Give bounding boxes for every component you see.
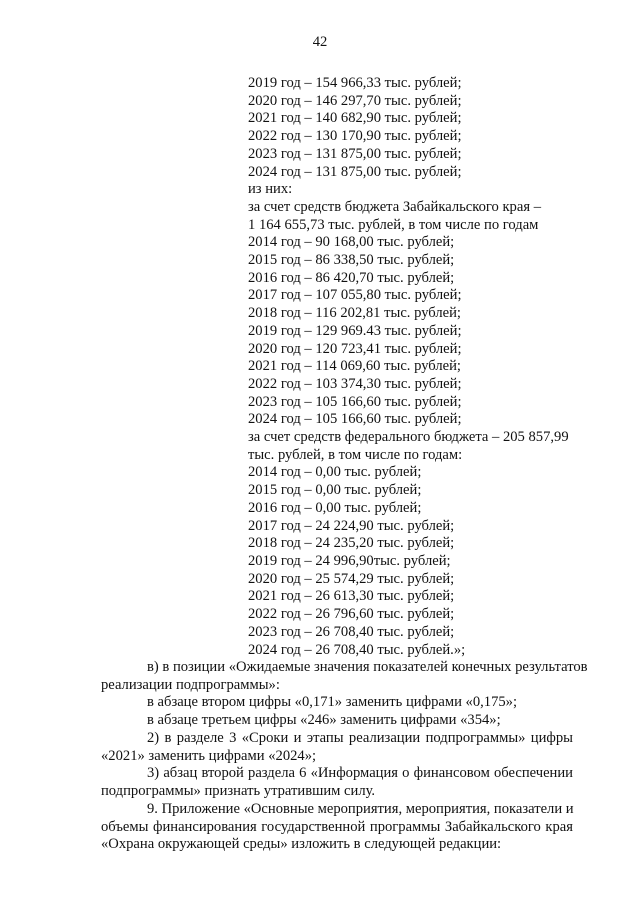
- funding-list-line: 2023 год – 105 166,60 тыс. рублей;: [248, 393, 462, 410]
- paragraph-v-line-1: в) в позиции «Ожидаемые значения показателей конечных результатов: [147, 659, 588, 675]
- paragraph-abzac-2-line: в абзаце втором цифры «0,171» заменить цифрами «0,175»;: [147, 694, 518, 710]
- funding-list-line: из них:: [248, 181, 293, 198]
- funding-list-line: 2022 год – 103 374,30 тыс. рублей;: [248, 375, 462, 392]
- funding-list-line: 2022 год – 26 796,60 тыс. рублей;: [248, 606, 455, 623]
- funding-list-line: тыс. рублей, в том числе по годам:: [248, 446, 463, 463]
- funding-list-line: 2020 год – 146 297,70 тыс. рублей;: [248, 92, 462, 109]
- funding-list-line: 2014 год – 90 168,00 тыс. рублей;: [248, 234, 455, 251]
- funding-list: [248, 75, 569, 659]
- funding-list-line: 2019 год – 24 996,90тыс. рублей;: [248, 552, 451, 569]
- paragraph-v-line-2: реализации подпрограммы»:: [101, 676, 280, 693]
- paragraph-9-line-1: 9. Приложение «Основные мероприятия, мероприятия, показатели и: [147, 801, 574, 817]
- paragraph-2-line-1: 2) в разделе 3 «Сроки и этапы реализации подпрограммы» цифры: [147, 730, 573, 746]
- funding-list-line: 1 164 655,73 тыс. рублей, в том числе по годам: [248, 216, 539, 233]
- paragraph-abzac-3-line: в абзаце третьем цифры «246» заменить цифрами «354»;: [147, 712, 501, 728]
- funding-list-line: 2014 год – 0,00 тыс. рублей;: [248, 464, 422, 481]
- funding-list-line: 2019 год – 129 969.43 тыс. рублей;: [248, 322, 462, 339]
- funding-list-line: 2018 год – 24 235,20 тыс. рублей;: [248, 535, 455, 552]
- funding-list-line: 2023 год – 131 875,00 тыс. рублей;: [248, 145, 462, 162]
- funding-list-line: 2016 год – 86 420,70 тыс. рублей;: [248, 269, 455, 286]
- funding-list-line: 2018 год – 116 202,81 тыс. рублей;: [248, 305, 461, 322]
- funding-list-line: 2015 год – 0,00 тыс. рублей;: [248, 482, 422, 499]
- funding-list-line: 2022 год – 130 170,90 тыс. рублей;: [248, 128, 462, 145]
- paragraph-abzac-3: [101, 712, 573, 730]
- funding-list-line: за счет средств федерального бюджета – 205 857,99: [248, 429, 569, 446]
- paragraph-2: [101, 730, 573, 765]
- paragraph-9-line-3: «Охрана окружающей среды» изложить в следующей редакции:: [101, 836, 502, 853]
- funding-list-line: 2019 год – 154 966,33 тыс. рублей;: [248, 75, 462, 91]
- funding-list-line: 2021 год – 114 069,60 тыс. рублей;: [248, 358, 461, 375]
- paragraph-2-line-2: «2021» заменить цифрами «2024»;: [101, 747, 317, 764]
- funding-list-line: 2017 год – 107 055,80 тыс. рублей;: [248, 287, 462, 304]
- funding-list-line: 2020 год – 25 574,29 тыс. рублей;: [248, 570, 455, 587]
- funding-list-line: 2015 год – 86 338,50 тыс. рублей;: [248, 252, 455, 269]
- funding-list-line: 2021 год – 26 613,30 тыс. рублей;: [248, 588, 455, 605]
- paragraph-3-line-2: подпрограммы» признать утратившим силу.: [101, 782, 376, 799]
- funding-list-line: 2023 год – 26 708,40 тыс. рублей;: [248, 623, 455, 640]
- paragraph-v: [101, 659, 588, 694]
- paragraph-9-line-2: объемы финансирования государственной программы Забайкальского края: [101, 818, 573, 835]
- paragraph-9: [101, 801, 573, 854]
- funding-list-line: 2016 год – 0,00 тыс. рублей;: [248, 499, 422, 516]
- funding-list-line: 2021 год – 140 682,90 тыс. рублей;: [248, 110, 462, 127]
- paragraph-3-line-1: 3) абзац второй раздела 6 «Информация о финансовом обеспечении: [147, 765, 573, 781]
- funding-list-line: 2024 год – 26 708,40 тыс. рублей.»;: [248, 641, 466, 658]
- funding-list-line: 2017 год – 24 224,90 тыс. рублей;: [248, 517, 455, 534]
- funding-list-line: 2024 год – 105 166,60 тыс. рублей;: [248, 411, 462, 428]
- funding-list-line: 2024 год – 131 875,00 тыс. рублей;: [248, 163, 462, 180]
- funding-list-line: 2020 год – 120 723,41 тыс. рублей;: [248, 340, 462, 357]
- funding-list-line: за счет средств бюджета Забайкальского края –: [248, 198, 541, 215]
- paragraph-3: [101, 765, 573, 800]
- page-number: 42: [312, 34, 328, 50]
- paragraph-abzac-2: [101, 694, 573, 712]
